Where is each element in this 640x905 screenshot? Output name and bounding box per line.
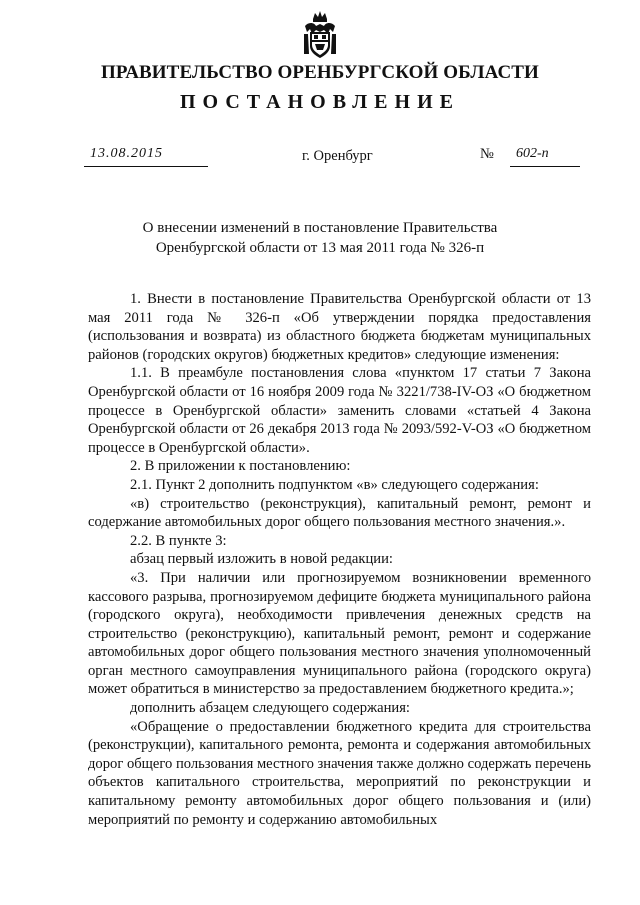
paragraph: 2.2. В пункте 3: xyxy=(130,532,227,549)
paragraph: 2. В приложении к постановлению: xyxy=(130,458,351,475)
paragraph: «в) строительство (реконструкция), капитальный ремонт, ремонт и содержание автомобильных дорог общего пользования местного значения.». xyxy=(88,495,591,531)
document-subject xyxy=(0,218,640,258)
coat-of-arms-icon xyxy=(302,10,338,60)
document-meta xyxy=(0,146,640,170)
document-number-label: № xyxy=(480,146,494,162)
paragraph: 2.1. Пункт 2 дополнить подпунктом «в» следующего содержания: xyxy=(130,476,539,493)
subject-line-1: О внесении изменений в постановление Правительства xyxy=(142,220,498,236)
paragraph: 1.1. В преамбуле постановления слова «пунктом 17 статьи 7 Закона Оренбургской области от 16 ноября 2009 года № 3221/738-IV-ОЗ «О бюджетном процессе в Оренбургской области» заменить словами «статьей 4 Закона Оренбургской области от 26 декабря 2013 года № 2093/592-V-ОЗ «О бюджетном процессе в Оренбургской области». xyxy=(88,365,591,456)
subject-line-2: Оренбургской области от 13 мая 2011 года № 326-п xyxy=(155,240,485,256)
document-number: 602-п xyxy=(510,146,580,167)
document-body xyxy=(88,290,591,829)
document-date: 13.08.2015 xyxy=(84,146,208,167)
document-city: г. Оренбург xyxy=(302,148,373,164)
government-title: ПРАВИТЕЛЬСТВО ОРЕНБУРГСКОЙ ОБЛАСТИ xyxy=(101,62,539,83)
document-kind: ПОСТАНОВЛЕНИЕ xyxy=(180,91,460,113)
paragraph: 1. Внести в постановление Правительства Оренбургской области от 13 мая 2011 года № 326-п «Об утверждении порядка предоставления (использования и возврата) из областного бюджета бюджетам муниципальных районов (городских округов) бюджетных кредитов» следующие изменения: xyxy=(88,291,591,363)
paragraph: дополнить абзацем следующего содержания: xyxy=(130,700,410,717)
paragraph: «Обращение о предоставлении бюджетного кредита для строительства (реконструкции), капитального ремонта, ремонта и содержания автомобильных дорог общего пользования местного значения также должно содержать перечень объектов капитального строительства, мероприятий по реконструкции и капитальному ремонту автомобильных дорог общего пользования и (или) мероприятий по ремонту и содержанию автомобильных xyxy=(88,718,591,828)
paragraph: абзац первый изложить в новой редакции: xyxy=(130,551,393,568)
paragraph: «3. При наличии или прогнозируемом возникновении временного кассового разрыва, прогнозируемом дефиците бюджета муниципального района (городского округа), необходимости привлечения денежных средств на строительство (реконструкцию), капитальный ремонт, ремонт и содержание автомобильных дорог общего пользования местного значения уполномоченный орган местного самоуправления муниципального района (городского округа) может обратиться в министерство за предоставлением бюджетного кредита.»; xyxy=(88,569,591,698)
